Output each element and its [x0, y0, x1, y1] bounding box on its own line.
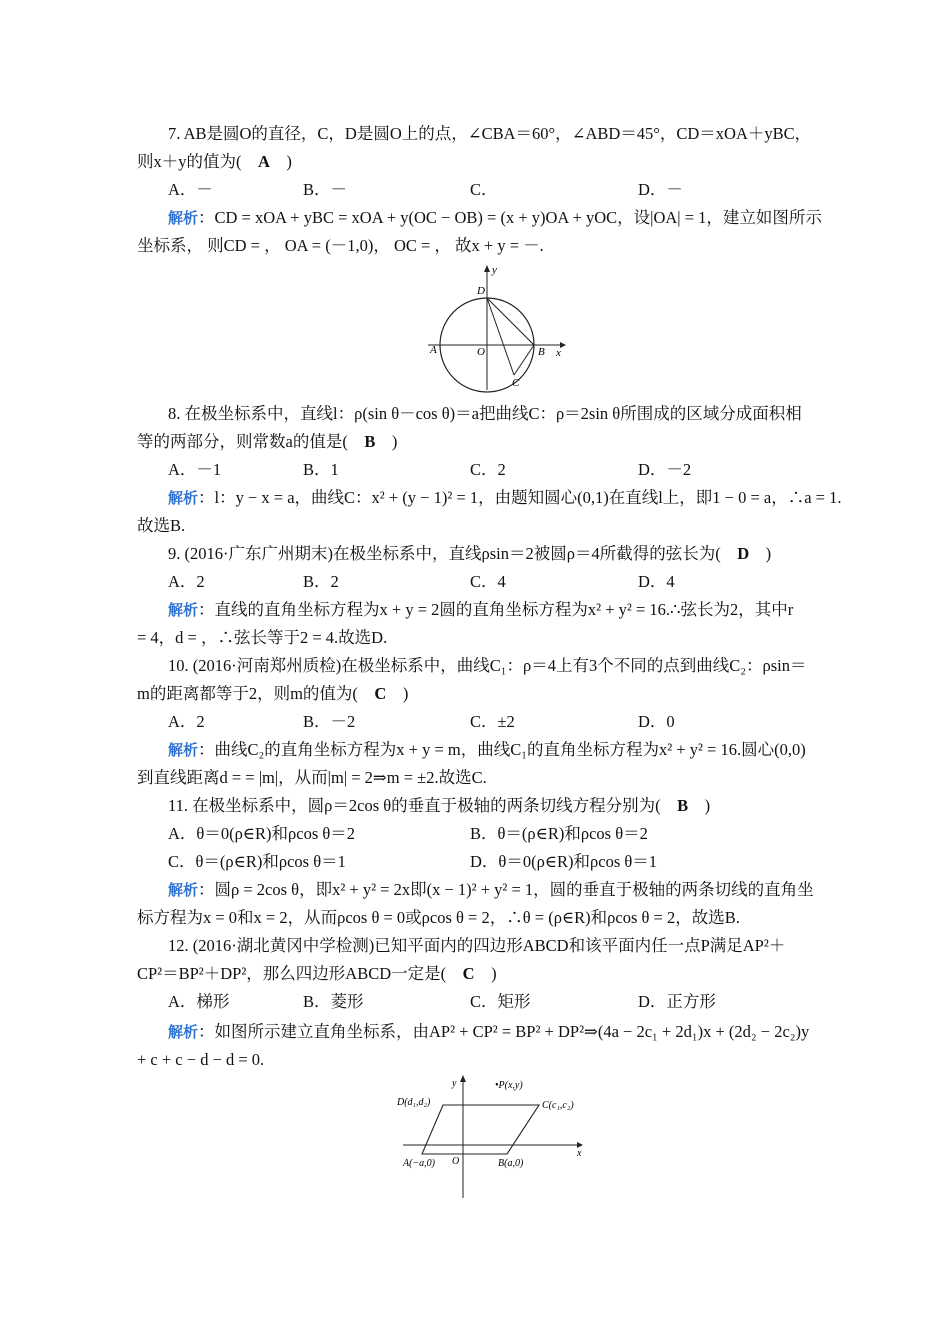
q12-option-c: C．矩形 — [470, 992, 531, 1011]
label-y: y — [492, 264, 497, 276]
q8-option-a: A．－1 — [168, 460, 222, 479]
q11-line1 — [168, 795, 848, 817]
q12-solution-text1: ：如图所示建立直角坐标系，由AP² + CP² = BP² + DP²⇒(4a − 2c₁ + 2d₁)x + (2d₂ − 2c₂)y — [198, 1022, 810, 1041]
quadrilateral-figure — [395, 1072, 590, 1202]
q11-option-b: B．θ＝(ρ∈R)和ρcos θ＝2 — [470, 824, 648, 843]
q10-paren: ) — [386, 684, 409, 703]
q9-option-a: A．2 — [168, 572, 205, 591]
q11-solution-label: 解析 — [168, 882, 199, 899]
q7-solution-label: 解析 — [168, 210, 199, 227]
q8-option-d: D．－2 — [638, 460, 692, 479]
q9-option-b: B．2 — [303, 572, 339, 591]
label-p: •P(x,y) — [495, 1080, 523, 1091]
circle-figure — [420, 262, 570, 394]
q8-line2 — [137, 431, 817, 453]
q8-option-b: B．1 — [303, 460, 339, 479]
q12-solution-line2: + c + c − d − d = 0. — [137, 1050, 265, 1069]
segment-dc — [487, 298, 514, 375]
q8-solution-text1: ：l：y − x = a，曲线C：x² + (y − 1)² = 1，由题知圆心(0,1)在直线l上，即1 − 0 = a，∴a = 1. — [198, 488, 842, 507]
q9-stem: 9. (2016·广东广州期末)在极坐标系中，直线ρsin＝2被圆ρ＝4所截得的弦长为( — [168, 544, 738, 563]
segment-db — [487, 298, 534, 345]
q11-option-a: A．θ＝0(ρ∈R)和ρcos θ＝2 — [168, 824, 356, 843]
q9-solution-line1 — [168, 599, 848, 622]
y-axis-arrow — [460, 1075, 466, 1082]
label-o: O — [452, 1156, 460, 1167]
q12-line1: 12. (2016·湖北黄冈中学检测)已知平面内的四边形ABCD和该平面内任一点P满足AP²＋ — [168, 936, 786, 955]
q8-solution-line1 — [168, 487, 848, 510]
q12-stem: CP²＝BP²＋DP²，那么四边形ABCD一定是( — [137, 964, 463, 983]
q10-option-d: D．0 — [638, 712, 675, 731]
q11-option-c: C．θ＝(ρ∈R)和ρcos θ＝1 — [168, 852, 346, 871]
q7-solution-line1 — [168, 207, 848, 230]
q11-solution-line1 — [168, 879, 848, 902]
q8-paren: ) — [375, 432, 398, 451]
y-axis-arrow — [484, 265, 490, 272]
q12-solution-line1 — [168, 1021, 848, 1044]
label-y: y — [452, 1078, 457, 1089]
q11-answer: B — [677, 796, 689, 815]
q8-line1: 8. 在极坐标系中，直线l：ρ(sin θ－cos θ)＝a把曲线C：ρ＝2sin θ所围成的区域分成面积相 — [168, 404, 802, 423]
q9-solution-label: 解析 — [168, 602, 199, 619]
q7-paren: ) — [269, 152, 292, 171]
q10-solution-text1: ：曲线C₂的直角坐标方程为x + y = m，曲线C₁的直角坐标方程为x² + y² = 16.圆心(0,0) — [198, 740, 806, 759]
label-x: x — [577, 1148, 582, 1159]
q7-option-d: D．－ — [638, 180, 683, 199]
q10-line1: 10. (2016·河南郑州质检)在极坐标系中，曲线C₁：ρ＝4上有3个不同的点到曲线C₂：ρsin＝ — [168, 656, 807, 675]
label-b: B — [538, 346, 545, 358]
q11-solution-text1: ：圆ρ = 2cos θ，即x² + y² = 2x即(x − 1)² + y² = 1，圆的垂直于极轴的两条切线的直角坐 — [198, 880, 814, 899]
q12-option-d: D．正方形 — [638, 992, 716, 1011]
q12-option-a: A．梯形 — [168, 992, 230, 1011]
q10-option-a: A．2 — [168, 712, 205, 731]
q10-solution-line2: 到直线距离d = = |m|，从而|m| = 2⇒m = ±2.故选C. — [137, 768, 487, 787]
q8-answer: B — [364, 432, 376, 451]
label-o: O — [477, 346, 485, 358]
q9-paren: ) — [749, 544, 772, 563]
label-b: B(a,0) — [498, 1158, 524, 1169]
q9-solution-line2: = 4，d = ，∴弦长等于2 = 4.故选D. — [137, 628, 388, 647]
q9-option-c: C．4 — [470, 572, 506, 591]
label-d: D — [477, 285, 485, 297]
q10-stem: m的距离都等于2，则m的值为( — [137, 684, 375, 703]
q10-option-c: C．±2 — [470, 712, 515, 731]
q12-solution-label: 解析 — [168, 1024, 199, 1041]
q11-paren: ) — [688, 796, 711, 815]
label-d: D(d₁,d₂) — [397, 1097, 431, 1108]
q10-line2 — [137, 683, 817, 705]
q7-line2 — [137, 151, 817, 173]
q11-option-d: D．θ＝0(ρ∈R)和ρcos θ＝1 — [470, 852, 658, 871]
q12-line2 — [137, 963, 817, 985]
q7-option-b: B．－ — [303, 180, 348, 199]
q7-stem: 则x＋y的值为( — [137, 152, 258, 171]
label-a: A(−a,0) — [403, 1158, 436, 1169]
q11-solution-line2: 标方程为x = 0和x = 2，从而ρcos θ = 0或ρcos θ = 2，∴θ = (ρ∈R)和ρcos θ = 2，故选B. — [137, 908, 740, 927]
label-x: x — [556, 347, 561, 359]
q10-solution-line1 — [168, 739, 848, 762]
q8-stem: 等的两部分，则常数a的值是( — [137, 432, 365, 451]
q7-option-c: C． — [470, 180, 498, 199]
q7-solution-line2: 坐标系， 则CD = ， OA = (－1,0)， OC = ， 故x + y = －. — [137, 236, 544, 255]
q8-solution-label: 解析 — [168, 490, 199, 507]
q7-solution-text1: ：CD = xOA + yBC = xOA + y(OC − OB) = (x + y)OA + yOC，设|OA| = 1，建立如图所示 — [198, 208, 822, 227]
q9-option-d: D．4 — [638, 572, 675, 591]
q7-option-a: A．－ — [168, 180, 213, 199]
label-c: C — [512, 377, 520, 389]
q10-answer: C — [374, 684, 387, 703]
parallelogram-abcd — [422, 1105, 539, 1154]
label-c: C(c₁,c₂) — [542, 1100, 574, 1111]
q12-answer: C — [462, 964, 475, 983]
q10-solution-label: 解析 — [168, 742, 199, 759]
q12-option-b: B．菱形 — [303, 992, 364, 1011]
x-axis-arrow — [560, 342, 566, 348]
q12-paren: ) — [474, 964, 497, 983]
q9-solution-text1: ：直线的直角坐标方程为x + y = 2圆的直角坐标方程为x² + y² = 16.∴弦长为2，其中r — [198, 600, 794, 619]
q9-answer: D — [737, 544, 750, 563]
q8-option-c: C．2 — [470, 460, 506, 479]
q8-solution-line2: 故选B. — [137, 516, 186, 535]
q11-stem: 11. 在极坐标系中，圆ρ＝2cos θ的垂直于极轴的两条切线方程分别为( — [168, 796, 678, 815]
q10-option-b: B．－2 — [303, 712, 356, 731]
q7-answer: A — [258, 152, 270, 171]
q9-line1 — [168, 543, 848, 565]
q7-line1: 7. AB是圆O的直径，C，D是圆O上的点，∠CBA＝60°，∠ABD＝45°，CD＝xOA＋yBC， — [168, 124, 812, 143]
label-a: A — [430, 344, 437, 356]
